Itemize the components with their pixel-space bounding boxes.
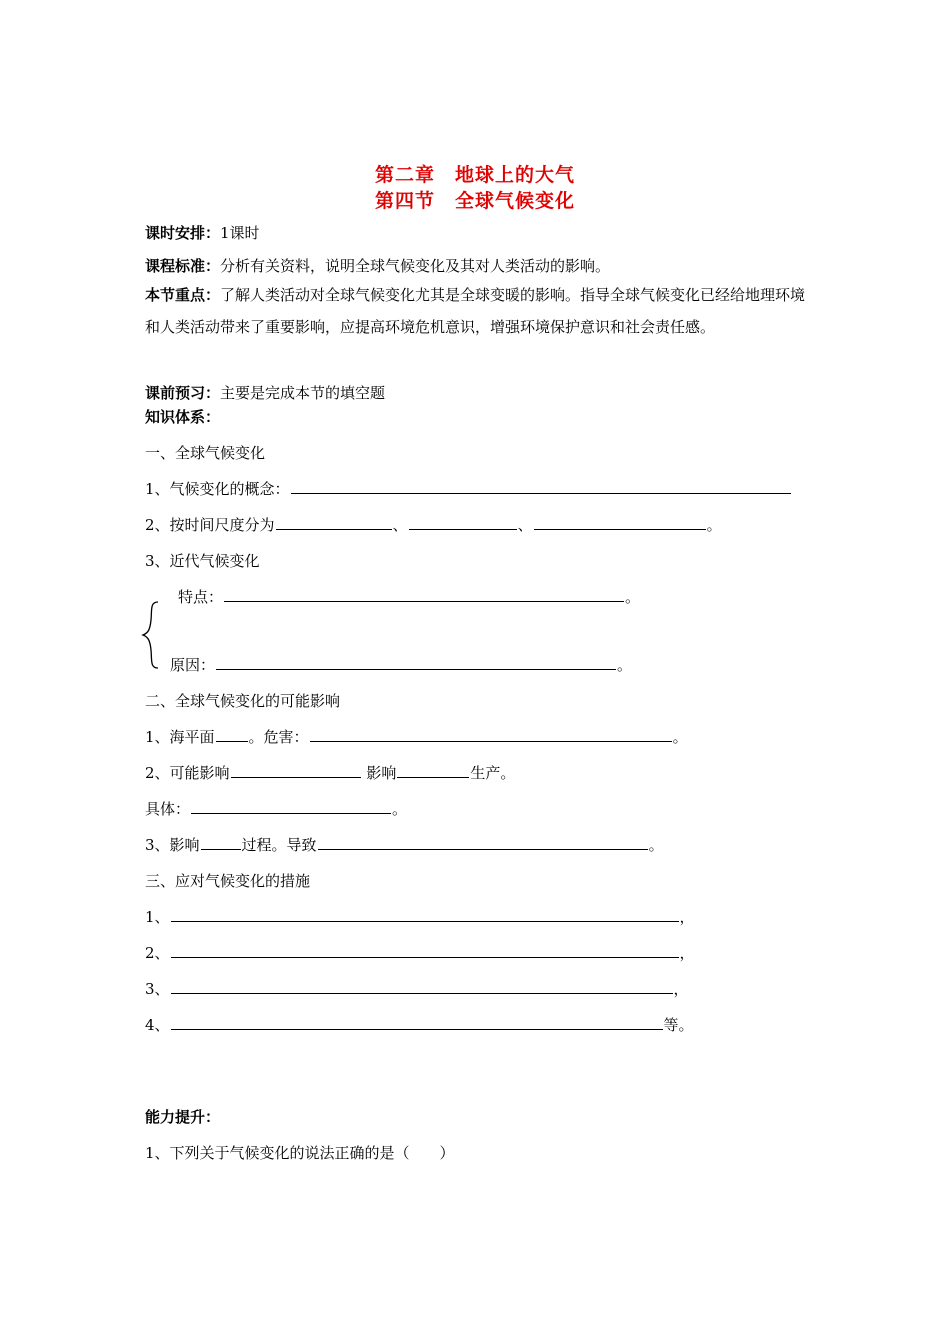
period: 。 — [648, 836, 664, 854]
blank-field[interactable] — [276, 515, 392, 530]
period: 。 — [617, 656, 633, 674]
blank-field[interactable] — [216, 727, 248, 742]
blank-field[interactable] — [310, 727, 672, 742]
period: 。 — [625, 588, 641, 606]
s1-cause — [170, 654, 632, 675]
s1-feature — [178, 586, 640, 607]
s1-q3: 3、近代气候变化 — [145, 552, 260, 570]
blank-field[interactable] — [171, 979, 673, 994]
blank-field[interactable] — [171, 907, 679, 922]
s1-q1 — [145, 478, 792, 499]
s3-item-4 — [145, 1014, 694, 1035]
focus-paragraph — [145, 279, 810, 343]
standard-label: 课程标准： — [145, 257, 221, 275]
blank-field[interactable] — [397, 763, 469, 778]
comma: ， — [679, 944, 695, 962]
preview-label: 课前预习： — [145, 384, 221, 402]
ability-label: 能力提升： — [145, 1108, 221, 1126]
section1-heading: 一、全球气候变化 — [145, 444, 266, 462]
etc: 等。 — [663, 1016, 694, 1034]
preview-value: 主要是完成本节的填空题 — [220, 384, 386, 402]
s1-q2 — [145, 514, 722, 535]
blank-field[interactable] — [318, 835, 648, 850]
preview-line — [145, 382, 385, 403]
s3-item-1 — [145, 906, 695, 927]
separator: 、 — [517, 516, 533, 534]
schedule-label: 课时安排： — [145, 224, 221, 242]
blank-field[interactable] — [216, 655, 616, 670]
focus-value: 了解人类活动对全球气候变化尤其是全球变暖的影响。指导全球气候变化已经给地理环境和人类活动带来了重要影响，应提高环境危机意识，增强环境保护意识和社会责任感。 — [145, 286, 806, 336]
chapter-title: 第二章 地球上的大气 — [374, 164, 575, 186]
blank-field[interactable] — [191, 799, 391, 814]
s2-detail — [145, 798, 407, 819]
s2-q3-cause: 过程。导致 — [241, 836, 317, 854]
cause-label: 原因： — [170, 656, 216, 674]
blank-field[interactable] — [534, 515, 706, 530]
period: 。 — [672, 728, 688, 746]
curly-brace-icon — [140, 600, 162, 670]
blank-field[interactable] — [224, 587, 624, 602]
blank-field[interactable] — [409, 515, 517, 530]
standard-value: 分析有关资料，说明全球气候变化及其对人类活动的影响。 — [220, 257, 611, 275]
s2-q1-harm: 。危害： — [248, 728, 309, 746]
period: 。 — [392, 800, 408, 818]
knowledge-system-label: 知识体系： — [145, 408, 221, 426]
s1-q1-label: 1、气候变化的概念： — [145, 480, 290, 498]
item-number: 3、 — [145, 980, 170, 998]
blank-field[interactable] — [171, 943, 679, 958]
s2-q3-label: 3、影响 — [145, 836, 200, 854]
s2-q2-label: 2、可能影响 — [145, 764, 230, 782]
blank-field[interactable] — [291, 479, 791, 494]
s3-item-2 — [145, 942, 695, 963]
s1-q2-label: 2、按时间尺度分为 — [145, 516, 275, 534]
s2-q2-affect: 影响 — [366, 764, 397, 782]
schedule-value: 1课时 — [220, 224, 260, 242]
s3-item-3 — [145, 978, 689, 999]
focus-label: 本节重点： — [145, 286, 221, 304]
feature-label: 特点： — [178, 588, 224, 606]
section-title: 第四节 全球气候变化 — [374, 190, 575, 212]
item-number: 1、 — [145, 908, 170, 926]
blank-field[interactable] — [171, 1015, 663, 1030]
detail-label: 具体： — [145, 800, 191, 818]
standard-line — [145, 255, 610, 276]
item-number: 4、 — [145, 1016, 170, 1034]
s2-q1-label: 1、海平面 — [145, 728, 215, 746]
schedule-line — [145, 222, 260, 243]
comma: ， — [673, 980, 689, 998]
blank-field[interactable] — [201, 835, 241, 850]
ability-q1: 1、下列关于气候变化的说法正确的是（ ） — [145, 1144, 455, 1162]
section2-heading: 二、全球气候变化的可能影响 — [145, 692, 341, 710]
s2-q1 — [145, 726, 688, 747]
separator: 、 — [392, 516, 408, 534]
period: 。 — [706, 516, 722, 534]
comma: ， — [679, 908, 695, 926]
blank-field[interactable] — [231, 763, 361, 778]
s2-q3 — [145, 834, 664, 855]
section3-heading: 三、应对气候变化的措施 — [145, 872, 311, 890]
s2-q2-production: 生产。 — [470, 764, 516, 782]
s2-q2 — [145, 762, 515, 783]
item-number: 2、 — [145, 944, 170, 962]
